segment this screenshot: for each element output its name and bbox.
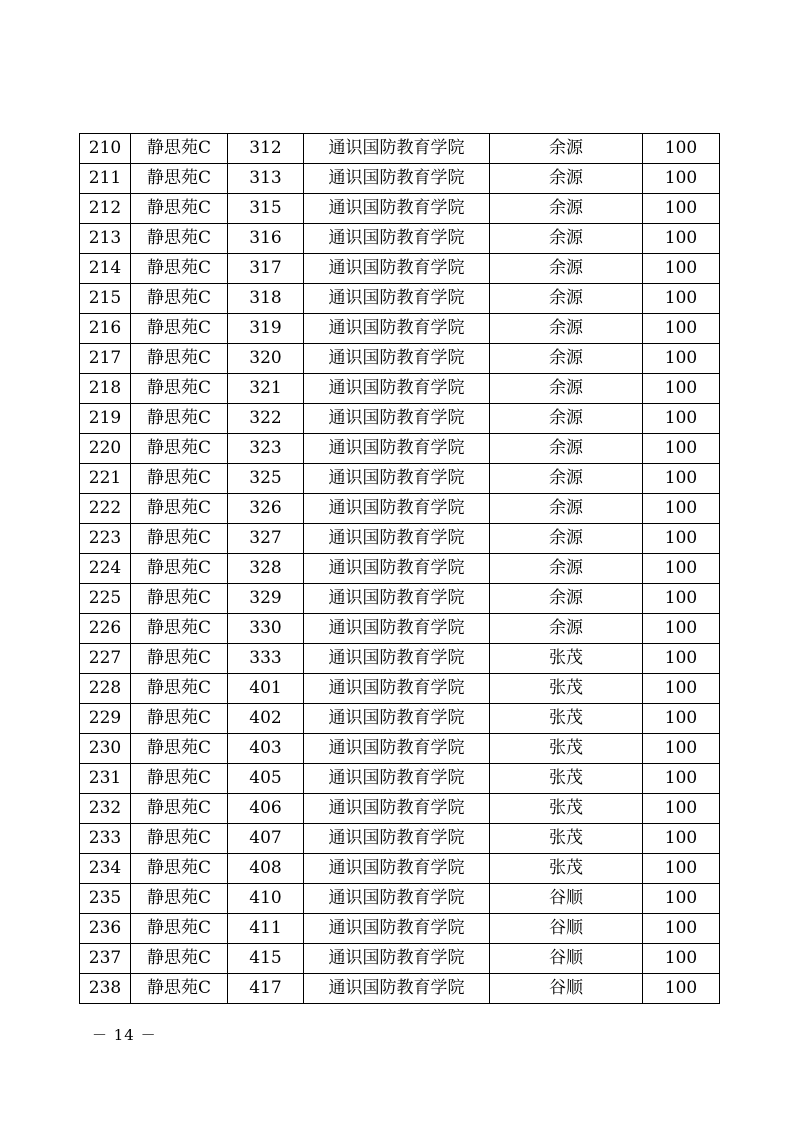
college-cell: 通识国防教育学院 — [304, 794, 490, 824]
building-cell: 静思苑C — [131, 344, 228, 374]
row-number-cell: 236 — [80, 914, 131, 944]
table-row — [80, 134, 720, 164]
table-row — [80, 914, 720, 944]
row-number-cell: 226 — [80, 614, 131, 644]
score-cell: 100 — [643, 974, 720, 1004]
building-cell: 静思苑C — [131, 764, 228, 794]
row-number-cell: 234 — [80, 854, 131, 884]
table-row — [80, 674, 720, 704]
table-row — [80, 464, 720, 494]
person-cell: 余源 — [490, 554, 643, 584]
college-cell: 通识国防教育学院 — [304, 974, 490, 1004]
score-cell: 100 — [643, 344, 720, 374]
building-cell: 静思苑C — [131, 644, 228, 674]
building-cell: 静思苑C — [131, 524, 228, 554]
table-row — [80, 314, 720, 344]
college-cell: 通识国防教育学院 — [304, 254, 490, 284]
person-cell: 余源 — [490, 434, 643, 464]
score-cell: 100 — [643, 434, 720, 464]
college-cell: 通识国防教育学院 — [304, 404, 490, 434]
score-cell: 100 — [643, 674, 720, 704]
table-row — [80, 254, 720, 284]
person-cell: 余源 — [490, 314, 643, 344]
row-number-cell: 217 — [80, 344, 131, 374]
building-cell: 静思苑C — [131, 434, 228, 464]
building-cell: 静思苑C — [131, 674, 228, 704]
room-number-cell: 408 — [228, 854, 304, 884]
building-cell: 静思苑C — [131, 734, 228, 764]
score-cell: 100 — [643, 824, 720, 854]
room-number-cell: 322 — [228, 404, 304, 434]
table-row — [80, 944, 720, 974]
college-cell: 通识国防教育学院 — [304, 584, 490, 614]
score-cell: 100 — [643, 134, 720, 164]
person-cell: 余源 — [490, 134, 643, 164]
room-number-cell: 312 — [228, 134, 304, 164]
table-row — [80, 794, 720, 824]
person-cell: 余源 — [490, 284, 643, 314]
person-cell: 余源 — [490, 254, 643, 284]
college-cell: 通识国防教育学院 — [304, 344, 490, 374]
row-number-cell: 218 — [80, 374, 131, 404]
room-number-cell: 316 — [228, 224, 304, 254]
table-row — [80, 164, 720, 194]
college-cell: 通识国防教育学院 — [304, 494, 490, 524]
building-cell: 静思苑C — [131, 884, 228, 914]
person-cell: 谷顺 — [490, 944, 643, 974]
building-cell: 静思苑C — [131, 194, 228, 224]
table-row — [80, 524, 720, 554]
college-cell: 通识国防教育学院 — [304, 284, 490, 314]
building-cell: 静思苑C — [131, 794, 228, 824]
table-row — [80, 884, 720, 914]
building-cell: 静思苑C — [131, 404, 228, 434]
room-number-cell: 315 — [228, 194, 304, 224]
row-number-cell: 213 — [80, 224, 131, 254]
building-cell: 静思苑C — [131, 284, 228, 314]
table-body — [80, 134, 720, 1004]
college-cell: 通识国防教育学院 — [304, 134, 490, 164]
score-cell: 100 — [643, 164, 720, 194]
row-number-cell: 228 — [80, 674, 131, 704]
row-number-cell: 223 — [80, 524, 131, 554]
room-number-cell: 333 — [228, 644, 304, 674]
person-cell: 张茂 — [490, 704, 643, 734]
building-cell: 静思苑C — [131, 554, 228, 584]
room-number-cell: 417 — [228, 974, 304, 1004]
score-cell: 100 — [643, 404, 720, 434]
college-cell: 通识国防教育学院 — [304, 554, 490, 584]
person-cell: 张茂 — [490, 854, 643, 884]
building-cell: 静思苑C — [131, 914, 228, 944]
row-number-cell: 211 — [80, 164, 131, 194]
person-cell: 张茂 — [490, 824, 643, 854]
dorm-score-table — [79, 133, 720, 1004]
college-cell: 通识国防教育学院 — [304, 914, 490, 944]
table-row — [80, 614, 720, 644]
table-row — [80, 404, 720, 434]
score-cell: 100 — [643, 554, 720, 584]
table-row — [80, 284, 720, 314]
person-cell: 余源 — [490, 494, 643, 524]
room-number-cell: 410 — [228, 884, 304, 914]
building-cell: 静思苑C — [131, 944, 228, 974]
room-number-cell: 403 — [228, 734, 304, 764]
page-number: － 14 － — [92, 1026, 157, 1044]
building-cell: 静思苑C — [131, 464, 228, 494]
college-cell: 通识国防教育学院 — [304, 464, 490, 494]
row-number-cell: 224 — [80, 554, 131, 584]
building-cell: 静思苑C — [131, 974, 228, 1004]
score-cell: 100 — [643, 764, 720, 794]
score-cell: 100 — [643, 224, 720, 254]
room-number-cell: 318 — [228, 284, 304, 314]
row-number-cell: 227 — [80, 644, 131, 674]
college-cell: 通识国防教育学院 — [304, 164, 490, 194]
table-row — [80, 224, 720, 254]
person-cell: 余源 — [490, 224, 643, 254]
table-row — [80, 344, 720, 374]
room-number-cell: 406 — [228, 794, 304, 824]
college-cell: 通识国防教育学院 — [304, 224, 490, 254]
table-row — [80, 584, 720, 614]
building-cell: 静思苑C — [131, 494, 228, 524]
room-number-cell: 323 — [228, 434, 304, 464]
room-number-cell: 327 — [228, 524, 304, 554]
score-cell: 100 — [643, 914, 720, 944]
college-cell: 通识国防教育学院 — [304, 524, 490, 554]
row-number-cell: 230 — [80, 734, 131, 764]
person-cell: 余源 — [490, 614, 643, 644]
table-row — [80, 194, 720, 224]
score-cell: 100 — [643, 194, 720, 224]
person-cell: 张茂 — [490, 644, 643, 674]
table-row — [80, 704, 720, 734]
college-cell: 通识国防教育学院 — [304, 884, 490, 914]
row-number-cell: 220 — [80, 434, 131, 464]
row-number-cell: 210 — [80, 134, 131, 164]
score-cell: 100 — [643, 614, 720, 644]
college-cell: 通识国防教育学院 — [304, 824, 490, 854]
person-cell: 余源 — [490, 404, 643, 434]
room-number-cell: 405 — [228, 764, 304, 794]
room-number-cell: 313 — [228, 164, 304, 194]
room-number-cell: 401 — [228, 674, 304, 704]
dorm-score-table-container — [79, 133, 720, 1004]
building-cell: 静思苑C — [131, 704, 228, 734]
row-number-cell: 233 — [80, 824, 131, 854]
table-row — [80, 824, 720, 854]
row-number-cell: 235 — [80, 884, 131, 914]
score-cell: 100 — [643, 944, 720, 974]
row-number-cell: 216 — [80, 314, 131, 344]
table-row — [80, 974, 720, 1004]
table-row — [80, 554, 720, 584]
college-cell: 通识国防教育学院 — [304, 674, 490, 704]
room-number-cell: 411 — [228, 914, 304, 944]
table-row — [80, 764, 720, 794]
room-number-cell: 319 — [228, 314, 304, 344]
room-number-cell: 415 — [228, 944, 304, 974]
score-cell: 100 — [643, 494, 720, 524]
row-number-cell: 215 — [80, 284, 131, 314]
college-cell: 通识国防教育学院 — [304, 704, 490, 734]
person-cell: 谷顺 — [490, 884, 643, 914]
row-number-cell: 225 — [80, 584, 131, 614]
building-cell: 静思苑C — [131, 134, 228, 164]
table-row — [80, 494, 720, 524]
person-cell: 谷顺 — [490, 974, 643, 1004]
room-number-cell: 325 — [228, 464, 304, 494]
college-cell: 通识国防教育学院 — [304, 854, 490, 884]
score-cell: 100 — [643, 314, 720, 344]
person-cell: 谷顺 — [490, 914, 643, 944]
person-cell: 余源 — [490, 374, 643, 404]
person-cell: 张茂 — [490, 764, 643, 794]
building-cell: 静思苑C — [131, 854, 228, 884]
college-cell: 通识国防教育学院 — [304, 194, 490, 224]
table-row — [80, 434, 720, 464]
table-row — [80, 734, 720, 764]
person-cell: 余源 — [490, 164, 643, 194]
college-cell: 通识国防教育学院 — [304, 734, 490, 764]
score-cell: 100 — [643, 734, 720, 764]
row-number-cell: 219 — [80, 404, 131, 434]
room-number-cell: 402 — [228, 704, 304, 734]
person-cell: 余源 — [490, 464, 643, 494]
score-cell: 100 — [643, 284, 720, 314]
row-number-cell: 231 — [80, 764, 131, 794]
row-number-cell: 229 — [80, 704, 131, 734]
row-number-cell: 212 — [80, 194, 131, 224]
score-cell: 100 — [643, 884, 720, 914]
room-number-cell: 317 — [228, 254, 304, 284]
room-number-cell: 407 — [228, 824, 304, 854]
table-row — [80, 644, 720, 674]
room-number-cell: 321 — [228, 374, 304, 404]
person-cell: 余源 — [490, 524, 643, 554]
score-cell: 100 — [643, 794, 720, 824]
row-number-cell: 222 — [80, 494, 131, 524]
score-cell: 100 — [643, 524, 720, 554]
room-number-cell: 330 — [228, 614, 304, 644]
person-cell: 张茂 — [490, 734, 643, 764]
college-cell: 通识国防教育学院 — [304, 314, 490, 344]
table-row — [80, 374, 720, 404]
room-number-cell: 329 — [228, 584, 304, 614]
row-number-cell: 232 — [80, 794, 131, 824]
person-cell: 张茂 — [490, 794, 643, 824]
building-cell: 静思苑C — [131, 614, 228, 644]
college-cell: 通识国防教育学院 — [304, 374, 490, 404]
score-cell: 100 — [643, 254, 720, 284]
score-cell: 100 — [643, 704, 720, 734]
person-cell: 余源 — [490, 584, 643, 614]
college-cell: 通识国防教育学院 — [304, 944, 490, 974]
college-cell: 通识国防教育学院 — [304, 644, 490, 674]
college-cell: 通识国防教育学院 — [304, 764, 490, 794]
row-number-cell: 238 — [80, 974, 131, 1004]
score-cell: 100 — [643, 854, 720, 884]
room-number-cell: 326 — [228, 494, 304, 524]
score-cell: 100 — [643, 584, 720, 614]
building-cell: 静思苑C — [131, 224, 228, 254]
building-cell: 静思苑C — [131, 164, 228, 194]
building-cell: 静思苑C — [131, 824, 228, 854]
row-number-cell: 237 — [80, 944, 131, 974]
building-cell: 静思苑C — [131, 254, 228, 284]
score-cell: 100 — [643, 644, 720, 674]
score-cell: 100 — [643, 374, 720, 404]
row-number-cell: 221 — [80, 464, 131, 494]
building-cell: 静思苑C — [131, 314, 228, 344]
college-cell: 通识国防教育学院 — [304, 614, 490, 644]
score-cell: 100 — [643, 464, 720, 494]
college-cell: 通识国防教育学院 — [304, 434, 490, 464]
room-number-cell: 328 — [228, 554, 304, 584]
person-cell: 张茂 — [490, 674, 643, 704]
person-cell: 余源 — [490, 344, 643, 374]
row-number-cell: 214 — [80, 254, 131, 284]
person-cell: 余源 — [490, 194, 643, 224]
building-cell: 静思苑C — [131, 374, 228, 404]
room-number-cell: 320 — [228, 344, 304, 374]
table-row — [80, 854, 720, 884]
building-cell: 静思苑C — [131, 584, 228, 614]
